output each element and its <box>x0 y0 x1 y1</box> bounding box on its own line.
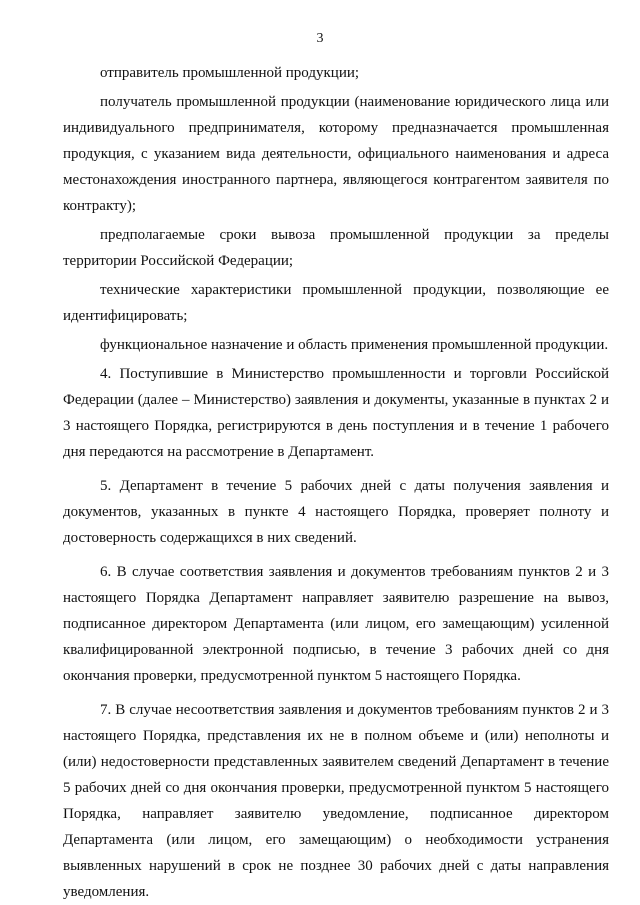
paragraph-item-6: 6. В случае соответствия заявления и документов требованиям пунктов 2 и 3 настоящего Порядка Департамент направляет заявителю разрешение на вывоз, подписанное директором Департамента (или лицом, его замещающим) усиленной квалифицированной электронной подписью, в течение 3 рабочих дней со дня окончания проверки, предусмотренной пунктом 5 настоящего Порядка. <box>63 564 609 684</box>
document-body <box>63 60 609 905</box>
paragraph-recipient: получатель промышленной продукции (наименование юридического лица или индивидуального предпринимателя, которому предназначается промышленная продукция, с указанием вида деятельности, официального наименования и адреса местонахождения иностранного партнера, являющегося контрагентом заявителя по контракту); <box>63 94 609 214</box>
paragraph-technical-specs: технические характеристики промышленной продукции, позволяющие ее идентифицировать; <box>63 282 609 324</box>
paragraph-sender: отправитель промышленной продукции; <box>100 65 360 81</box>
paragraph-item-5: 5. Департамент в течение 5 рабочих дней с даты получения заявления и документов, указанных в пункте 4 настоящего Порядка, проверяет полноту и достоверность содержащихся в них сведений. <box>63 478 609 546</box>
paragraph-export-dates: предполагаемые сроки вывоза промышленной продукции за пределы территории Российской Федерации; <box>63 227 609 269</box>
paragraph-functional-purpose: функциональное назначение и область применения промышленной продукции. <box>100 337 609 353</box>
paragraph-item-7: 7. В случае несоответствия заявления и документов требованиям пунктов 2 и 3 настоящего Порядка, представления их не в полном объеме и (или) неполноты и (или) недостоверности представленных заявителем сведений Департамент в течение 5 рабочих дней со дня окончания проверки, предусмотренной пунктом 5 настоящего Порядка, направляет заявителю уведомление, подписанное директором Департамента (или лицом, его замещающим) о необходимости устранения выявленных нарушений в срок не позднее 30 рабочих дней с даты направления уведомления. <box>63 702 609 900</box>
paragraph-item-4: 4. Поступившие в Министерство промышленности и торговли Российской Федерации (далее – Министерство) заявления и документы, указанные в пунктах 2 и 3 настоящего Порядка, регистрируются в день поступления и в течение 1 рабочего дня передаются на рассмотрение в Департамент. <box>63 366 609 460</box>
page-number: 3 <box>316 31 324 46</box>
